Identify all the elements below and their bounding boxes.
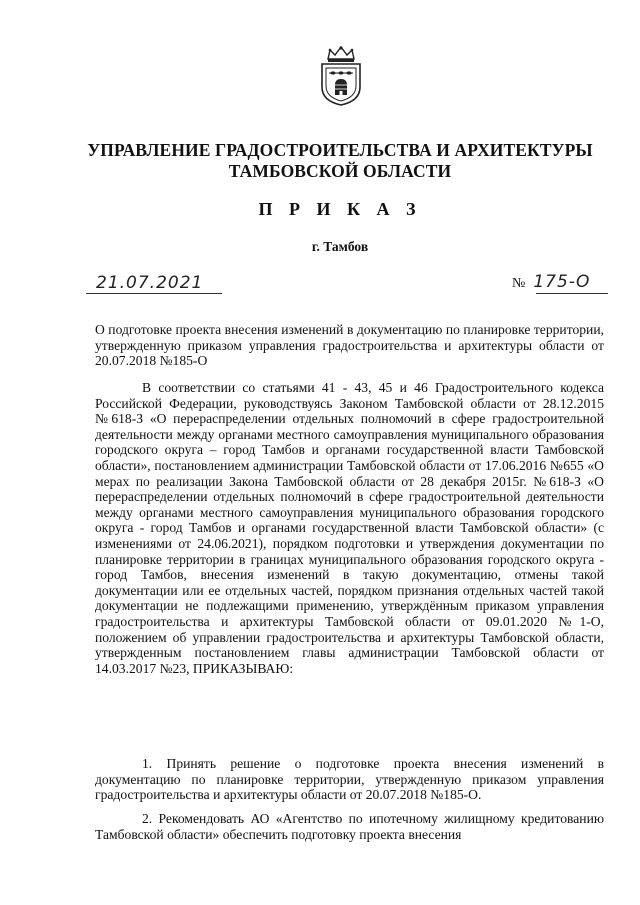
tambov-coat-of-arms-icon bbox=[318, 45, 364, 107]
handwritten-number: 175-О bbox=[533, 272, 591, 292]
document-type-title: П Р И К А З bbox=[258, 199, 422, 219]
order-date-field bbox=[86, 272, 226, 298]
org-title-line-2: ТАМБОВСКОЙ ОБЛАСТИ bbox=[228, 161, 452, 181]
number-sign: № bbox=[512, 276, 526, 291]
order-item-1: 1. Принять решение о подготовке проекта внесения изменений в документацию по планировке территории, утвержденную приказом управления градостроительства и архитектуры области от 20.07.2018 №185-О. bbox=[95, 756, 604, 803]
order-subject: О подготовке проекта внесения изменений в документацию по планировке территории, утвержденную приказом управления градостроительства и архитектуры области от 20.07.2018 №185-О bbox=[95, 322, 604, 369]
order-number-field bbox=[512, 272, 612, 298]
date-underline bbox=[86, 293, 222, 294]
order-preamble: В соответствии со статьями 41 - 43, 45 и 46 Градостроительного кодекса Российской Федерации, руководствуясь Законом Тамбовской области от 28.12.2015 №618-З «О перераспределении отдельных полномочий в сфере градостроительной деятельности между органами местного самоуправления муниципального образования городского округа – город Тамбов и органами государственной власти Тамбовской области», постановлением администрации Тамбовской области от 17.06.2016 №655 «О мерах по реализации Закона Тамбовской области от 28 декабря 2015г. №618-З «О перераспределении отдельных полномочий в сфере градостроительной деятельности между органами местного самоуправления муниципального образования городского округа - город Тамбов и органами государственной власти Тамбовской области» (с изменениями от 24.06.2021), порядком подготовки и утверждения документации по планировке территории в границах муниципального образования городского округа - город Тамбов, внесения изменений в такую документацию, отмены такой документации или ее отдельных частей, порядком признания отдельных частей такой документации не подлежащими применению, утверждённым приказом управления градостроительства и архитектуры Тамбовской области от 09.01.2020 №1-О, положением об управлении градостроительства и архитектуры Тамбовской области, утвержденным постановлением главы администрации Тамбовской области от 14.03.2017 №23, ПРИКАЗЫВАЮ: bbox=[95, 380, 604, 676]
city-label: г. Тамбов bbox=[311, 239, 369, 254]
order-item-2: 2. Рекомендовать АО «Агентство по ипотечному жилищному кредитованию Тамбовской области» обеспечить подготовку проекта внесения bbox=[95, 811, 604, 842]
number-underline bbox=[536, 293, 608, 294]
org-title-line-1: УПРАВЛЕНИЕ ГРАДОСТРОИТЕЛЬСТВА И АРХИТЕКТУРЫ bbox=[87, 140, 593, 160]
handwritten-date: 21.07.2021 bbox=[96, 273, 204, 293]
